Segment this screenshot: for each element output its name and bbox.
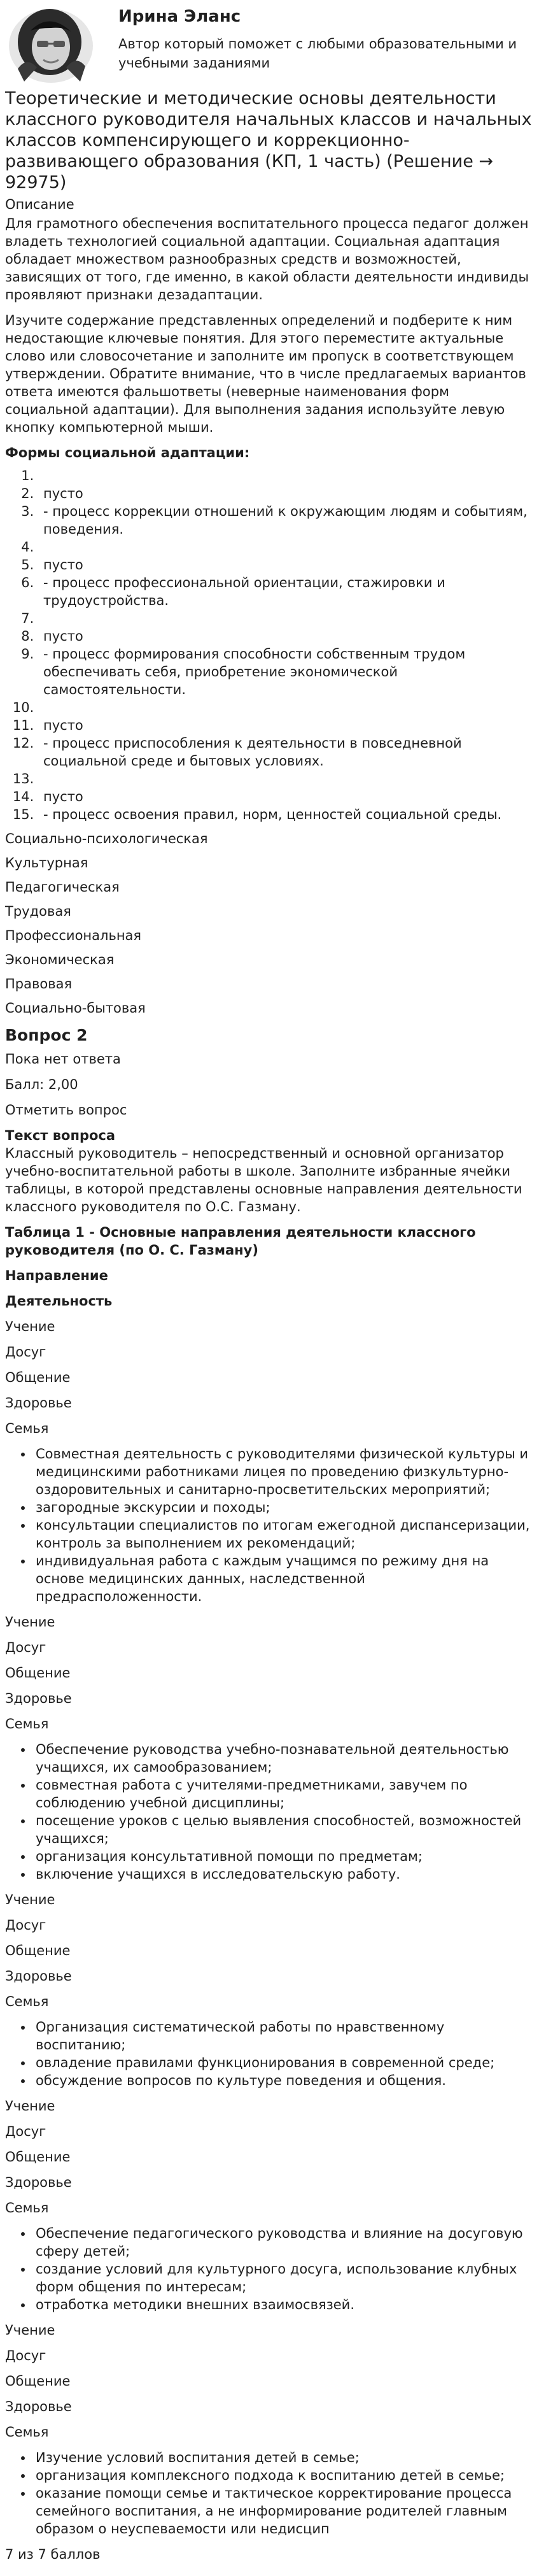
activity-item: • посещение уроков с целью выявления способностей, возможностей учащихся; <box>33 1812 534 1847</box>
activity-item: • Обеспечение педагогического руководства и влияние на досуговую сферу детей; <box>33 2224 534 2260</box>
activity-list <box>5 2018 534 2089</box>
direction-choice[interactable]: Семья <box>5 1421 49 1436</box>
answer-option[interactable]: Экономическая <box>5 952 115 967</box>
activity-item: • оказание помощи семье и тактическое корректирование процесса семейного воспитания, а не информирование родителей главным образом о неуспеваемости или недисцип <box>33 2484 534 2538</box>
activity-list <box>5 2449 534 2538</box>
activity-item: • совместная работа с учителями-предметниками, завучем по соблюдению учебной дисциплины; <box>33 1776 534 1812</box>
answer-option[interactable]: Культурная <box>5 855 88 871</box>
direction-choice[interactable]: Общение <box>5 2373 71 2389</box>
direction-choice[interactable]: Семья <box>5 2200 49 2216</box>
direction-choice[interactable]: Здоровье <box>5 2175 72 2190</box>
author-block <box>5 0 534 84</box>
direction-choice[interactable]: Досуг <box>5 2124 46 2139</box>
direction-choice[interactable]: Семья <box>5 1994 49 2009</box>
direction-choice[interactable]: Учение <box>5 2098 55 2114</box>
forms-list-item[interactable]: 2. пусто <box>38 485 534 502</box>
forms-list-item[interactable] <box>38 609 534 627</box>
direction-choice[interactable]: Досуг <box>5 1918 46 1933</box>
direction-choices <box>5 2321 534 2441</box>
forms-list-item: 6. - процесс профессиональной ориентации, стажировки и трудоустройства. <box>38 574 534 609</box>
forms-list <box>5 467 534 823</box>
activity-item: • Организация систематической работы по нравственному воспитанию; <box>33 2018 534 2054</box>
score-summary: 7 из 7 баллов <box>5 2547 101 2562</box>
direction-choice[interactable]: Досуг <box>5 1640 46 1655</box>
column-activity: Деятельность <box>5 1293 113 1309</box>
activity-item: • Совместная деятельность с руководителями физической культуры и медицинскими работниками лицея по проведению физкультурно-оздоровительных и санитарно-просветительских мероприятий; <box>33 1445 534 1498</box>
forms-list-item[interactable]: 5. пусто <box>38 556 534 574</box>
activity-item: • загородные экскурсии и походы; <box>33 1498 534 1516</box>
question-text: Классный руководитель – непосредственный и основной организатор учебно-воспитательной работы в школе. Заполните избранные ячейки таблицы, в которой представлены основные направления деятельности классного руководителя по О.С. Газману. <box>5 1146 522 1214</box>
answer-option[interactable]: Педагогическая <box>5 879 120 895</box>
direction-choice[interactable]: Учение <box>5 1319 55 1334</box>
activity-item: • создание условий для культурного досуга, использование клубных форм общения по интересам; <box>33 2260 534 2296</box>
question-2-info <box>5 1050 534 1119</box>
direction-choice[interactable]: Общение <box>5 1943 71 1958</box>
direction-choice[interactable]: Досуг <box>5 2348 46 2363</box>
table-header <box>5 1267 534 1310</box>
flag-question-link[interactable]: Отметить вопрос <box>5 1102 127 1118</box>
description-label: Описание <box>5 197 74 212</box>
forms-list-item[interactable] <box>38 467 534 485</box>
direction-choices <box>5 2097 534 2217</box>
activity-item: • включение учащихся в исследовательскую работу. <box>33 1865 534 1883</box>
activity-item: • отработка методики внешних взаимосвязей. <box>33 2296 534 2314</box>
author-name[interactable]: Ирина Эланс <box>118 7 241 26</box>
direction-choice[interactable]: Учение <box>5 1892 55 1907</box>
forms-list-item[interactable] <box>38 538 534 556</box>
answer-option[interactable]: Социально-психологическая <box>5 831 208 846</box>
forms-heading: Формы социальной адаптации: <box>5 445 250 460</box>
activity-item: • организация комплексного подхода к воспитанию детей в семье; <box>33 2466 534 2484</box>
forms-list-item[interactable]: 11. пусто <box>38 716 534 734</box>
forms-list-item[interactable] <box>38 699 534 716</box>
description-paragraph-1: Для грамотного обеспечения воспитательного процесса педагог должен владеть технологией социальной адаптации. Социальная адаптация обладает множеством разнообразных средств и возможностей, зависящих от того, где именно, в какой области деятельности индивиды проявляют признаки дезадаптации. <box>5 216 529 302</box>
author-avatar <box>5 5 101 84</box>
activity-item: • Изучение условий воспитания детей в семье; <box>33 2449 534 2466</box>
description-paragraph-2: Изучите содержание представленных определений и подберите к ним недостающие ключевые понятия. Для этого переместите актуальные слово или словосочетание и заполните им пропуск в соответствующем утверждении. Обратите внимание, что в числе предлагаемых вариантов ответа имеются фальшответы (неверные наименования форм социальной адаптации). Для выполнения задания используйте левую кнопку компьютерной мыши. <box>5 313 526 435</box>
activity-item: • консультации специалистов по итогам ежегодной диспансеризации, контроль за выполнением их рекомендаций; <box>33 1516 534 1552</box>
activity-item: • Обеспечение руководства учебно-познавательной деятельностью учащихся, их самообразованием; <box>33 1740 534 1776</box>
question-status: Пока нет ответа <box>5 1051 121 1067</box>
question-2-title: Вопрос 2 <box>5 1026 88 1044</box>
activity-list <box>5 2224 534 2314</box>
direction-choice[interactable]: Здоровье <box>5 1691 72 1706</box>
table-title: Таблица 1 - Основные направления деятельности классного руководителя (по О. С. Газману) <box>5 1225 476 1258</box>
activity-list <box>5 1740 534 1883</box>
direction-choice[interactable]: Общение <box>5 1370 71 1385</box>
forms-list-item[interactable]: 8. пусто <box>38 627 534 645</box>
answer-option[interactable]: Трудовая <box>5 904 71 919</box>
page-title: Теоретические и методические основы деятельности классного руководителя начальных классов и начальных классов компенсирующего и коррекционно-развивающего образования (КП, 1 часть) (Решение → 92975) <box>5 89 532 192</box>
forms-list-item: 12. - процесс приспособления к деятельности в повседневной социальной среде и бытовых условиях. <box>38 734 534 770</box>
activity-item: • овладение правилами функционирования в современной среде; <box>33 2054 534 2072</box>
direction-choice[interactable]: Здоровье <box>5 1395 72 1411</box>
activity-item: • организация консультативной помощи по предметам; <box>33 1847 534 1865</box>
activity-list <box>5 1445 534 1605</box>
forms-list-item[interactable]: 14. пусто <box>38 788 534 806</box>
activity-item: • обсуждение вопросов по культуре поведения и общения. <box>33 2072 534 2089</box>
direction-choices <box>5 1318 534 1437</box>
activity-item: • индивидуальная работа с каждым учащимся по режиму дня на основе медицинских данных, наследственной предрасположенности. <box>33 1552 534 1605</box>
answer-option[interactable]: Профессиональная <box>5 928 142 943</box>
question-text-label: Текст вопроса <box>5 1128 116 1143</box>
direction-choice[interactable]: Общение <box>5 2149 71 2165</box>
forms-list-item: 15. - процесс освоения правил, норм, ценностей социальной среды. <box>38 806 534 823</box>
direction-choices <box>5 1613 534 1733</box>
forms-list-item[interactable] <box>38 770 534 788</box>
answer-option[interactable]: Правовая <box>5 976 73 992</box>
forms-list-item: 9. - процесс формирования способности собственным трудом обеспечивать себя, приобретение экономической самостоятельности. <box>38 645 534 699</box>
direction-choice[interactable]: Досуг <box>5 1344 46 1360</box>
forms-list-item: 3. - процесс коррекции отношений к окружающим людям и событиям, поведения. <box>38 502 534 538</box>
direction-choices <box>5 1891 534 2010</box>
direction-choice[interactable]: Учение <box>5 2323 55 2338</box>
question-score: Балл: 2,00 <box>5 1077 78 1092</box>
author-info <box>118 5 534 73</box>
author-description: Автор который поможет с любыми образовательными и учебными заданиями <box>118 36 517 71</box>
direction-choice[interactable]: Семья <box>5 1716 49 1732</box>
direction-choice[interactable]: Семья <box>5 2424 49 2440</box>
direction-choice[interactable]: Общение <box>5 1665 71 1681</box>
direction-choice[interactable]: Учение <box>5 1614 55 1630</box>
column-direction: Направление <box>5 1268 108 1283</box>
direction-choice[interactable]: Здоровье <box>5 2399 72 2414</box>
answer-option[interactable]: Социально-бытовая <box>5 1000 146 1016</box>
direction-choice[interactable]: Здоровье <box>5 1968 72 1984</box>
answer-options <box>5 830 534 1017</box>
